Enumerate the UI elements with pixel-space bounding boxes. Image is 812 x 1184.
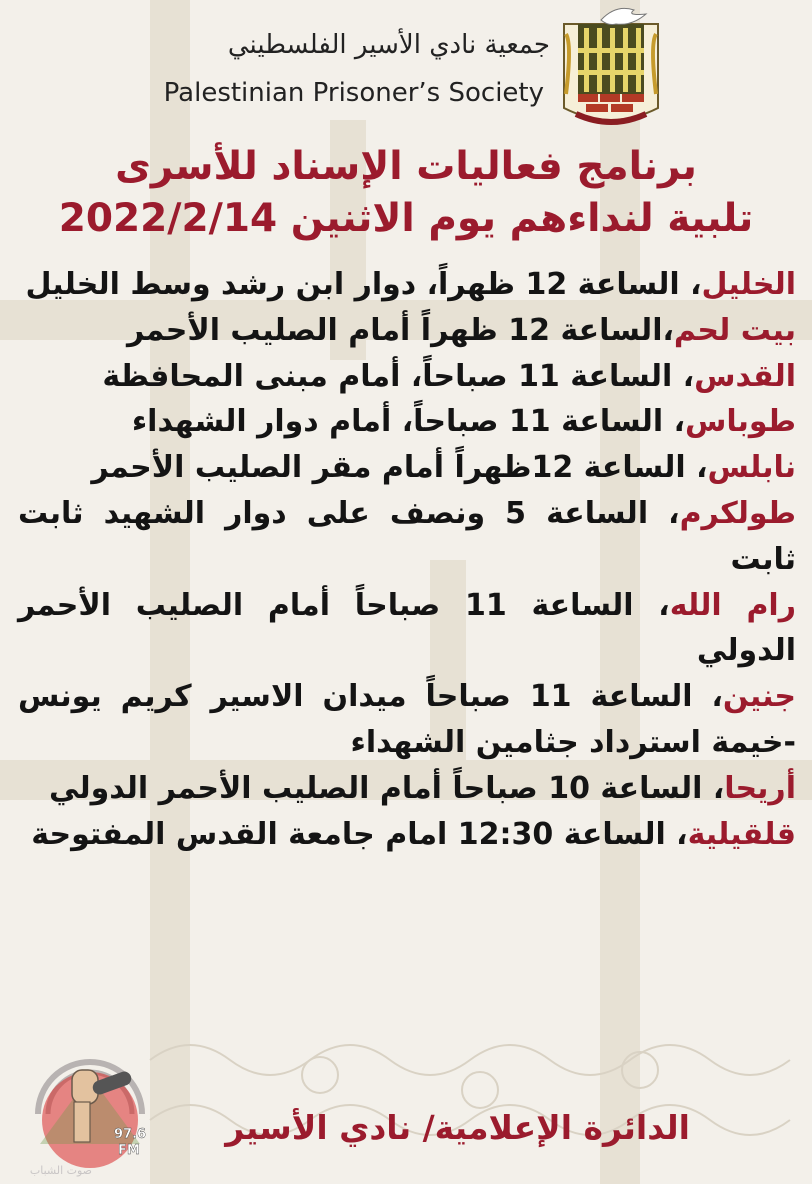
event-entry — [18, 674, 796, 766]
event-city: رام الله — [669, 587, 796, 623]
event-details: ، الساعة 11 صباحاً ميدان الاسير كريم يونس -خيمة استرداد جثامين الشهداء — [18, 679, 796, 760]
band-label: FM — [118, 1143, 140, 1158]
prison-window-dove-logo — [556, 4, 666, 138]
event-details: ، الساعة 12ظهراً أمام مقر الصليب الأحمر — [91, 450, 708, 486]
event-entry — [18, 399, 796, 445]
event-details: ،الساعة 12 ظهراً أمام الصليب الأحمر — [126, 312, 674, 348]
event-city: طوباس — [685, 404, 796, 440]
frequency-label: 97.6 — [114, 1127, 147, 1142]
event-city: قلقيلية — [687, 816, 796, 852]
event-entry — [18, 445, 796, 491]
event-city: أريحا — [724, 770, 796, 806]
event-entry — [18, 583, 796, 675]
event-entry — [18, 308, 796, 354]
event-details: ، الساعة 11 صباحاً أمام الصليب الأحمر الدولي — [18, 587, 796, 669]
event-details: ، الساعة 12 ظهراً، دوار ابن رشد وسط الخليل — [25, 267, 702, 302]
event-entry — [18, 766, 796, 812]
title-line-1: برنامج فعاليات الإسناد للأسرى — [115, 144, 697, 189]
event-details: ، الساعة 12:30 امام جامعة القدس المفتوحة — [31, 816, 688, 852]
title-line-2: تلبية لنداءهم يوم الاثنين 2022/2/14 — [58, 196, 754, 241]
event-city: جنين — [722, 679, 796, 715]
event-details: ، الساعة 11 صباحاً، أمام مبنى المحافظة — [102, 358, 695, 394]
radio-station-watermark — [18, 1042, 158, 1184]
event-details: ، الساعة 10 صباحاً أمام الصليب الأحمر الدولي — [48, 770, 725, 806]
event-city: الخليل — [701, 267, 796, 302]
event-details: ، الساعة 11 صباحاً، أمام دوار الشهداء — [131, 404, 685, 440]
footer-credit: الدائرة الإعلامية/ نادي الأسير — [225, 1108, 690, 1147]
organization-name-arabic: جمعية نادي الأسير الفلسطيني — [227, 30, 550, 60]
header — [0, 0, 812, 145]
station-name: صوت الشباب — [29, 1164, 92, 1177]
event-details: ، الساعة 5 ونصف على دوار الشهيد ثابت ثابت — [18, 495, 796, 577]
event-city: القدس — [694, 358, 796, 394]
event-entry — [18, 354, 796, 400]
event-city: نابلس — [707, 450, 796, 486]
events-list — [18, 262, 796, 857]
event-city: طولكرم — [679, 495, 796, 531]
organization-name-english: Palestinian Prisoner’s Society — [163, 78, 544, 108]
event-entry — [18, 812, 796, 858]
event-entry — [18, 262, 796, 308]
event-entry — [18, 491, 796, 583]
event-city: بيت لحم — [673, 312, 796, 348]
